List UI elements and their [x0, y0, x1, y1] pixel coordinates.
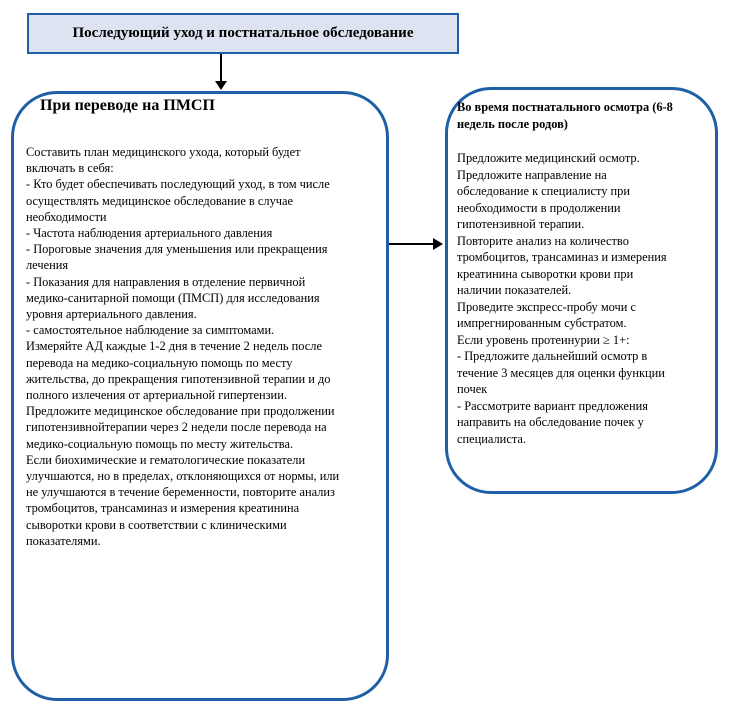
text-line: импрегнированным субстратом.: [457, 316, 627, 330]
text-line: Если уровень протеинурии ≥ 1+:: [457, 332, 630, 347]
text-line: наличии показателей.: [457, 283, 572, 297]
header-title: Последующий уход и постнатальное обследование: [72, 25, 414, 41]
text-line: - Частота наблюдения артериального давления: [26, 226, 273, 241]
text-line: лечения: [26, 258, 69, 273]
text-line: - Предложите дальнейший осмотр в: [457, 349, 648, 363]
text-line: медико-социальную помощь по месту жительства.: [26, 436, 294, 451]
text-line: медико-санитарной помощи (ПМСП) для исследования: [26, 290, 320, 305]
text-line: сыворотки крови в соответствии с клиническими: [26, 517, 287, 532]
text-line: Проведите экспресс-пробу мочи с: [457, 299, 637, 314]
text-line: специалиста.: [457, 431, 526, 446]
primary-care-transfer-title: При переводе на ПМСП: [40, 97, 215, 114]
text-line: Предложите медицинский осмотр.: [457, 151, 640, 165]
text-line: перевода на медико-социальную помощь по месту: [26, 355, 293, 370]
text-line: Если биохимические и гематологические показатели: [26, 452, 306, 467]
text-line: - Показания для направления в отделение первичной: [26, 274, 306, 289]
primary-care-transfer-text: [26, 144, 378, 549]
title-line: Во время постнатального осмотра (6-8: [457, 100, 673, 114]
text-line: улучшаются, но в пределах, отклоняющихся от нормы, или: [26, 469, 340, 484]
text-line: необходимости: [26, 209, 107, 224]
text-line: необходимости в продолжении: [457, 200, 621, 215]
postnatal-exam-text: [457, 150, 712, 447]
text-line: течение 3 месяцев для оценки функции: [457, 365, 665, 380]
postnatal-exam-title: [457, 99, 712, 132]
arrow-down-icon: [215, 81, 227, 90]
text-line: направить на обследование почек у: [457, 415, 644, 429]
text-line: гипотензивной терапии.: [457, 217, 585, 231]
text-line: осуществлять медицинское обследование в случае: [26, 193, 293, 208]
text-line: уровня артериального давления.: [26, 307, 197, 322]
text-line: - Рассмотрите вариант предложения: [457, 398, 648, 413]
text-line: Предложите направление на: [457, 167, 607, 182]
text-line: включать в себя:: [26, 161, 114, 176]
text-line: не улучшаются в течение беременности, повторите анализ: [26, 485, 335, 500]
text-line: Составить план медицинского ухода, который будет: [26, 145, 301, 159]
header-box: [27, 13, 459, 54]
text-line: - Кто будет обеспечивать последующий уход, в том числе: [26, 177, 330, 192]
text-line: тромбоцитов, трансаминаз и измерения: [457, 250, 667, 264]
connector-right: [389, 243, 434, 245]
text-line: Повторите анализ на количество: [457, 233, 629, 248]
text-line: - Пороговые значения для уменьшения или прекращения: [26, 242, 328, 257]
text-line: обследование к специалисту при: [457, 184, 630, 198]
connector-down: [220, 54, 222, 82]
title-line: недель после родов): [457, 116, 568, 131]
text-line: тромбоцитов, трансаминаз и измерения креатинина: [26, 501, 300, 516]
text-line: почек: [457, 382, 488, 396]
text-line: Измеряйте АД каждые 1-2 дня в течение 2 недель после: [26, 339, 322, 354]
text-line: полного излечения от артериальной гипертензии.: [26, 388, 287, 403]
text-line: креатинина сыворотки крови при: [457, 266, 634, 281]
text-line: - самостоятельное наблюдение за симптомами.: [26, 323, 275, 338]
text-line: жительства, до прекращения гипотензивной терапии и до: [26, 371, 331, 386]
text-line: показателями.: [26, 533, 101, 548]
arrow-right-icon: [433, 238, 443, 250]
text-line: гипотензивнойтерапии через 2 недели после перевода на: [26, 420, 327, 435]
text-line: Предложите медицинское обследование при продолжении: [26, 404, 335, 419]
